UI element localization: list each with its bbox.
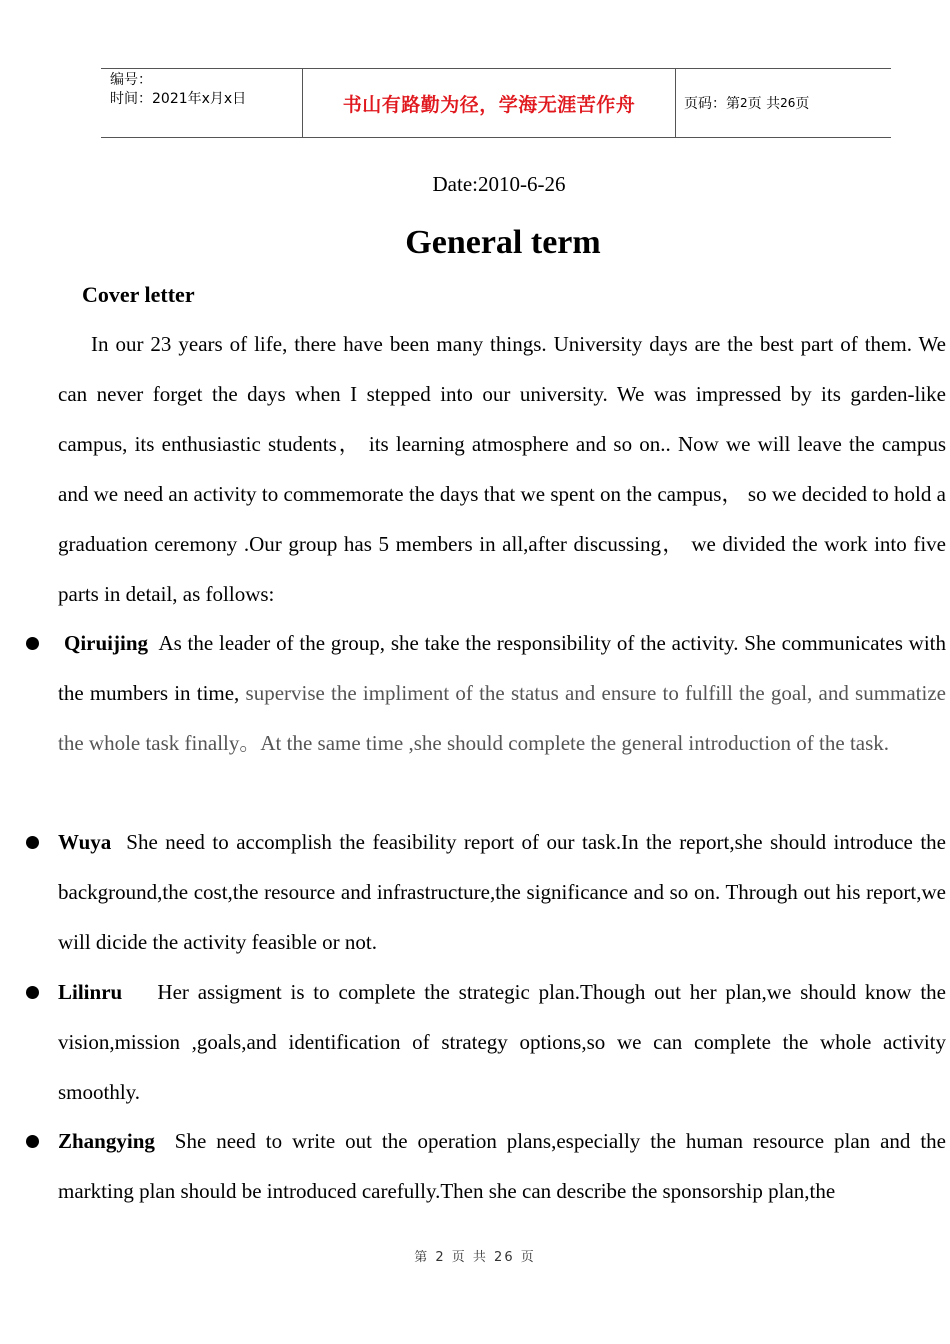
page-mid: 页 共 [747, 96, 781, 112]
intro-text: In our 23 years of life, there have been many things. University days are the best part of them. We can never forget the days when I stepped into our university. We was impressed by its garden-like campus, its enthusiastic students， its learning atmosphere and so on.. Now we will leave the campus and we need an activity to commemorate the days that we spent on the campus， so we decided to hold a graduation ceremony .Our group has 5 members in all,after discussing， we divided the work into five parts in detail, as follows: [58, 332, 946, 606]
member-name: Qiruijing [64, 631, 149, 655]
member-paragraph [58, 968, 946, 1118]
bullet-icon [26, 836, 39, 849]
member-paragraph [58, 818, 946, 968]
page-prefix: 页码：第 [684, 96, 740, 112]
intro-paragraph [58, 320, 946, 619]
member-text: She need to accomplish the feasibility report of our task.In the report,she should introduce the background,the cost,the resource and infrastructure,the significance and so on. Through out his report,we will dicide the activity feasible or not. [58, 830, 946, 954]
section-heading: Cover letter [82, 282, 195, 307]
motto: 书山有路勤为径，学海无涯苦作舟 [302, 69, 676, 137]
page-total: 26 [780, 96, 796, 110]
serial-label: 编号： [110, 72, 152, 88]
member-text: Her assigment is to complete the strategic plan.Though out her plan,we should know the vision,mission ,goals,and identification of strategy options,so we can complete the whole activity smoothly. [58, 980, 947, 1104]
member-name: Lilinru [58, 980, 123, 1004]
member-name: Zhangying [58, 1129, 155, 1153]
bullet-icon [26, 637, 39, 650]
page-suffix: 页 [795, 96, 810, 112]
member-paragraph [58, 1117, 946, 1217]
member-paragraph [58, 619, 946, 769]
member-text-gray: supervise the impliment of the status and ensure to fulfill the goal, and summatize the whole task finally。At the same time ,she should complete the general introduction of the task. [58, 680, 946, 755]
member-name: Wuya [58, 830, 112, 854]
time-label: 时间：2021年x月x日 [110, 91, 247, 107]
page-indicator [676, 69, 891, 137]
header-left-cell [101, 69, 302, 137]
page-footer: 第 2 页 共 26 页 [414, 1250, 536, 1265]
member-text: As the leader of the group, she take the responsibility of the activity. She communicates with the mumbers in time, [58, 631, 946, 705]
bullet-icon [26, 986, 39, 999]
document-date: Date:2010-6-26 [432, 172, 566, 196]
member-text: She need to write out the operation plans,especially the human resource plan and the markting plan should be introduced carefully.Then she can describe the sponsorship plan,the [58, 1129, 946, 1203]
bullet-icon [26, 1135, 39, 1148]
document-title: General term [405, 224, 601, 261]
page-number: 2 [740, 96, 748, 110]
header-table [101, 68, 891, 138]
